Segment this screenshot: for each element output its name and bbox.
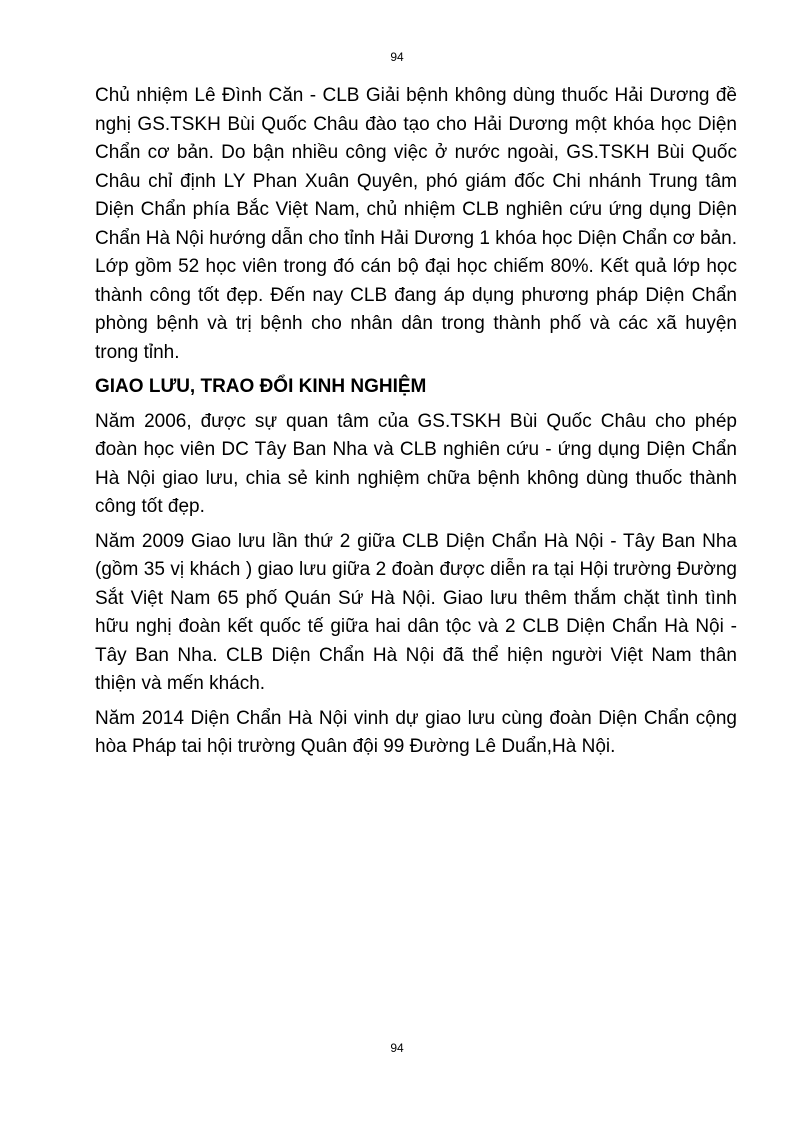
document-body	[95, 82, 737, 768]
paragraph-2014: Năm 2014 Diện Chẩn Hà Nội vinh dự giao lưu cùng đoàn Diện Chẩn cộng hòa Pháp tai hội trường Quân đội 99 Đường Lê Duẩn,Hà Nội.	[95, 707, 737, 757]
page-number-top: 94	[390, 50, 404, 64]
paragraph-2009: Năm 2009 Giao lưu lần thứ 2 giữa CLB Diện Chẩn Hà Nội - Tây Ban Nha (gồm 35 vị khách ) giao lưu giữa 2 đoàn được diễn ra tại Hội trường Đường Sắt Việt Nam 65 phố Quán Sứ Hà Nội. Giao lưu thêm thắm chặt tình tình hữu nghị đoàn kết quốc tế giữa hai dân tộc và 2 CLB Diện Chẩn Hà Nội -Tây Ban Nha. CLB Diện Chẩn Hà Nội đã thể hiện người Việt Nam thân thiện và mến khách.	[95, 530, 737, 694]
paragraph-2006: Năm 2006, được sự quan tâm của GS.TSKH Bùi Quốc Châu cho phép đoàn học viên DC Tây Ban Nha và CLB nghiên cứu - ứng dụng Diện Chẩn Hà Nội giao lưu, chia sẻ kinh nghiệm chữa bệnh không dùng thuốc thành công tốt đẹp.	[95, 410, 737, 517]
section-heading: GIAO LƯU, TRAO ĐỔI KINH NGHIỆM	[95, 376, 427, 397]
paragraph-intro: Chủ nhiệm Lê Đình Căn - CLB Giải bệnh không dùng thuốc Hải Dương đề nghị GS.TSKH Bùi Quốc Châu đào tạo cho Hải Dương một khóa học Diện Chẩn cơ bản. Do bận nhiều công việc ở nước ngoài, GS.TSKH Bùi Quốc Châu chỉ định LY Phan Xuân Quyên, phó giám đốc Chi nhánh Trung tâm Diện Chẩn phía Bắc Việt Nam, chủ nhiệm CLB nghiên cứu ứng dụng Diện Chẩn Hà Nội hướng dẫn cho tỉnh Hải Dương 1 khóa học Diện Chẩn cơ bản. Lớp gồm 52 học viên trong đó cán bộ đại học chiếm 80%. Kết quả lớp học thành công tốt đẹp. Đến nay CLB đang áp dụng phương pháp Diện Chẩn phòng bệnh và trị bệnh cho nhân dân trong thành phố và các xã huyện trong tỉnh.	[95, 85, 737, 363]
page-number-bottom: 94	[390, 1041, 404, 1055]
